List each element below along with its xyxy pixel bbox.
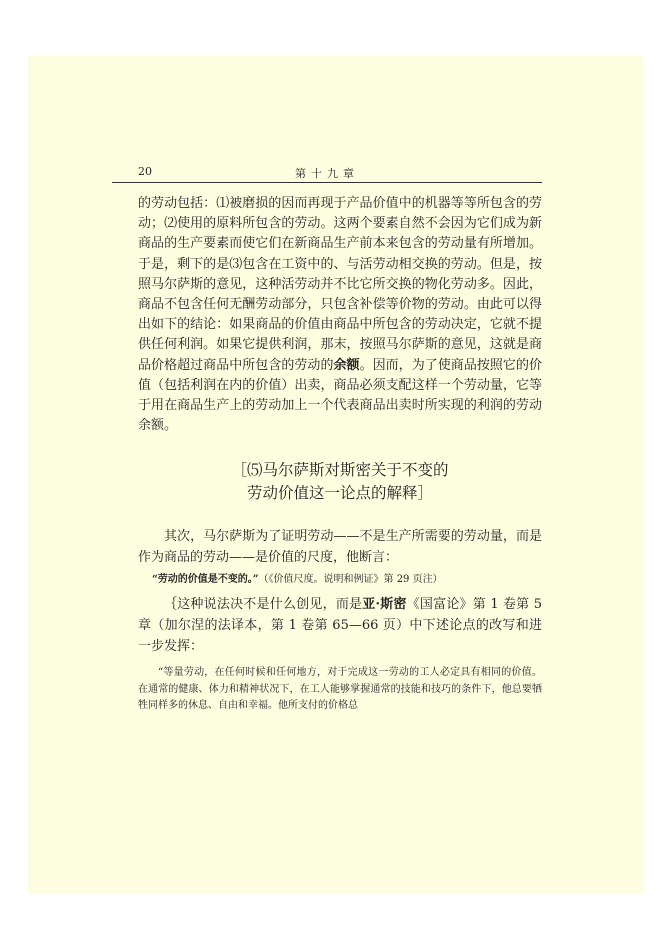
paragraph3-text-a: ｛这种说法决不是什么创见，而是 [164, 597, 363, 613]
paragraph-malthus-assertion: 其次，马尔萨斯为了证明劳动——不是生产所需要的劳动量，而是作为商品的劳动——是价值的尺度，他断言： [138, 529, 542, 565]
quote-value-of-labour [152, 572, 542, 588]
paragraph1-text-b: 。因而，为了使商品按照它的价值（包括利润在内的价值）出卖，商品必须支配这样一个劳动量，它等于用在商品生产上的劳动加上一个代表商品出卖时所实现的利润的劳动余额。 [138, 357, 542, 434]
section-heading-line1: ［⑸马尔萨斯对斯密关于不变的 [231, 461, 449, 480]
chapter-title: 第十九章 [295, 167, 359, 180]
emphasis-surplus: 余额 [333, 357, 360, 373]
paragraph-continuation [138, 194, 542, 436]
running-header [112, 163, 542, 183]
section-heading [138, 459, 542, 505]
quote1-text: “劳动的价值是不变的。” [152, 574, 259, 586]
page-body [138, 194, 542, 715]
author-smith: 亚·斯密 [362, 597, 407, 613]
section-heading-line2: 劳动价值这一论点的解释］ [246, 484, 433, 503]
quote1-source: （《价值尺度。说明和例证》第 29 页注） [258, 574, 443, 586]
paragraph1-text-a: 的劳动包括：⑴被磨损的因而再现于产品价值中的机器等等所包含的劳动；⑵使用的原料所包含的劳动。这两个要素自然不会因为它们成为新商品的生产要素而使它们在新商品生产前本来包含的劳动量有所增加。于是，剩下的是⑶包含在工资中的、与活劳动相交换的劳动。但是，按照马尔萨斯的意见，这种活劳动并不比它所交换的物化劳动多。因此，商品不包含任何无酬劳动部分，只包含补偿等价物的劳动。由此可以得出如下的结论：如果商品的价值由商品中所包含的劳动决定，它就不提供任何利润。如果它提供利润，那末，按照马尔萨斯的意见，这就是商品价格超过商品中所包含的劳动的 [138, 196, 542, 373]
paragraph-smith-reference [138, 594, 542, 657]
paragraph3-text-b: 《国富论》第 1 卷第 5 章（加尔涅的法译本，第 1 卷第 65—66 页）中下述论点的改写和进一步发挥： [138, 597, 542, 655]
page-number: 20 [138, 165, 152, 178]
quote-smith-equal-labour: “等量劳动，在任何时候和任何地方，对于完成这一劳动的工人必定具有相同的价值。在通常的健康、体力和精神状况下，在工人能够掌握通常的技能和技巧的条件下，他总要牺牲同样多的休息、自由和幸福。他所支付的价格总 [138, 667, 542, 712]
